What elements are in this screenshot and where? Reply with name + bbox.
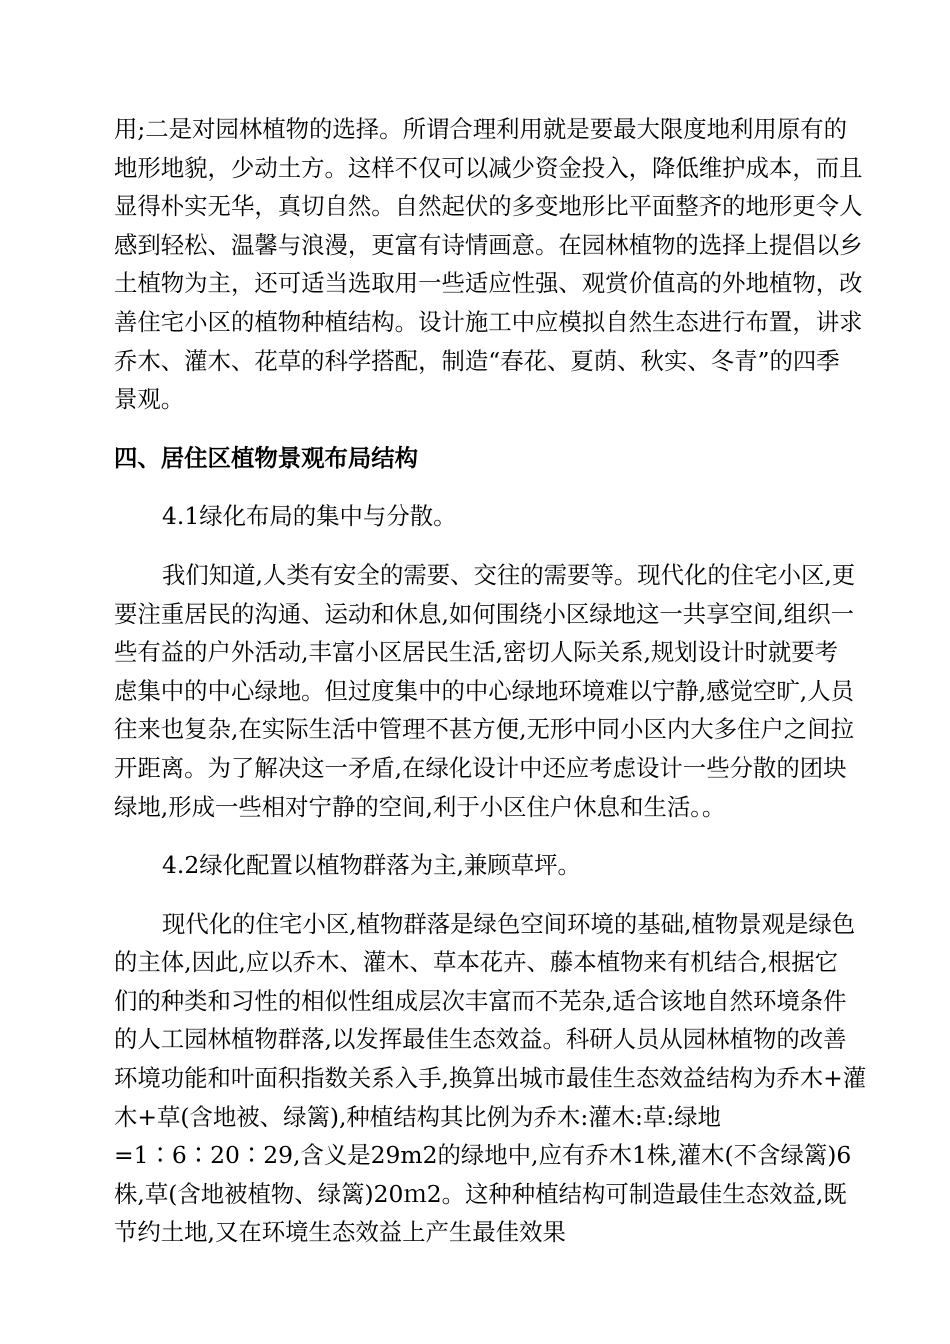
text-line: 木+草(含地被、绿篱),种植结构其比例为乔木:灌木:草:绿地: [114, 1102, 721, 1131]
text-line: 4.1绿化布局的集中与分散。: [162, 502, 457, 531]
spacer: [114, 536, 834, 556]
subsection-heading-4-2: [114, 846, 834, 885]
text-line: 往来也复杂,在实际生活中管理不甚方便,无形中同小区内大多住户之间拉: [114, 715, 854, 744]
text-line: 们的种类和习性的相似性组成层次丰富而不芜杂,适合该地自然环境条件: [114, 986, 847, 1015]
text-line: 显得朴实无华，真切自然。自然起伏的多变地形比平面整齐的地形更令人: [114, 192, 863, 221]
text-line: 我们知道,人类有安全的需要、交往的需要等。现代化的住宅小区,更: [162, 560, 856, 589]
document-page: [114, 110, 867, 1252]
spacer: [114, 419, 834, 439]
text-line: 开距离。为了解决这一矛盾,在绿化设计中还应考虑设计一些分散的团块: [114, 753, 847, 782]
text-line: 现代化的住宅小区,植物群落是绿色空间环境的基础,植物景观是绿色: [162, 909, 856, 938]
text-line: 虑集中的中心绿地。但过度集中的中心绿地环境难以宁静,感觉空旷,人员: [114, 676, 854, 705]
spacer: [114, 885, 834, 905]
text-line: 土植物为主，还可适当选取用一些适应性强、观赏价值高的外地植物，改: [114, 269, 863, 298]
text-line: 用;二是对园林植物的选择。所谓合理利用就是要最大限度地利用原有的: [114, 115, 847, 143]
text-line: 的主体,因此,应以乔木、灌木、草本花卉、藤本植物来有机结合,根据它: [114, 948, 839, 977]
text-line: 的人工园林植物群落,以发挥最佳生态效益。科研人员从园林植物的改善: [114, 1025, 847, 1054]
section-heading: 四、居住区植物景观布局结构: [114, 443, 419, 472]
text-line: 感到轻松、温馨与浪漫，更富有诗情画意。在园林植物的选择上提倡以乡: [114, 230, 863, 259]
text-line: =1∶6∶20∶29,含义是29m2的绿地中,应有乔木1株,灌木(不含绿篱)6: [114, 1141, 852, 1170]
paragraph-plant-selection: [114, 110, 863, 419]
text-line: 乔木、灌木、花草的科学搭配，制造“春花、夏荫、秋实、冬青”的四季: [114, 346, 840, 375]
text-line: 节约土地,又在环境生态效益上产生最佳效果: [114, 1218, 566, 1247]
text-line: 株,草(含地被植物、绿篱)20ｍ2。这种种植结构可制造最佳生态效益,既: [114, 1179, 847, 1208]
subsection-heading-4-1: [114, 497, 834, 536]
spacer: [114, 826, 834, 846]
paragraph-layout: [114, 556, 856, 826]
paragraph-plant-community: [114, 905, 867, 1252]
text-line: 绿地,形成一些相对宁静的空间,利于小区住户休息和生活。。: [114, 792, 726, 821]
text-line: 要注重居民的沟通、运动和休息,如何围绕小区绿地这一共享空间,组织一: [114, 599, 854, 628]
spacer: [114, 477, 834, 497]
text-line: 善住宅小区的植物种植结构。设计施工中应模拟自然生态进行布置，讲求: [114, 307, 863, 336]
text-line: 4.2绿化配置以植物群落为主,兼顾草坪。: [162, 851, 581, 880]
text-line: 些有益的户外活动,丰富小区居民生活,密切人际关系,规划设计时就要考: [114, 638, 839, 667]
text-line: 环境功能和叶面积指数关系入手,换算出城市最佳生态效益结构为乔木+灌: [114, 1064, 867, 1093]
text-line: 地形地貌，少动土方。这样不仅可以减少资金投入，降低维护成本，而且: [114, 153, 863, 182]
text-line: 景观。: [114, 385, 185, 414]
